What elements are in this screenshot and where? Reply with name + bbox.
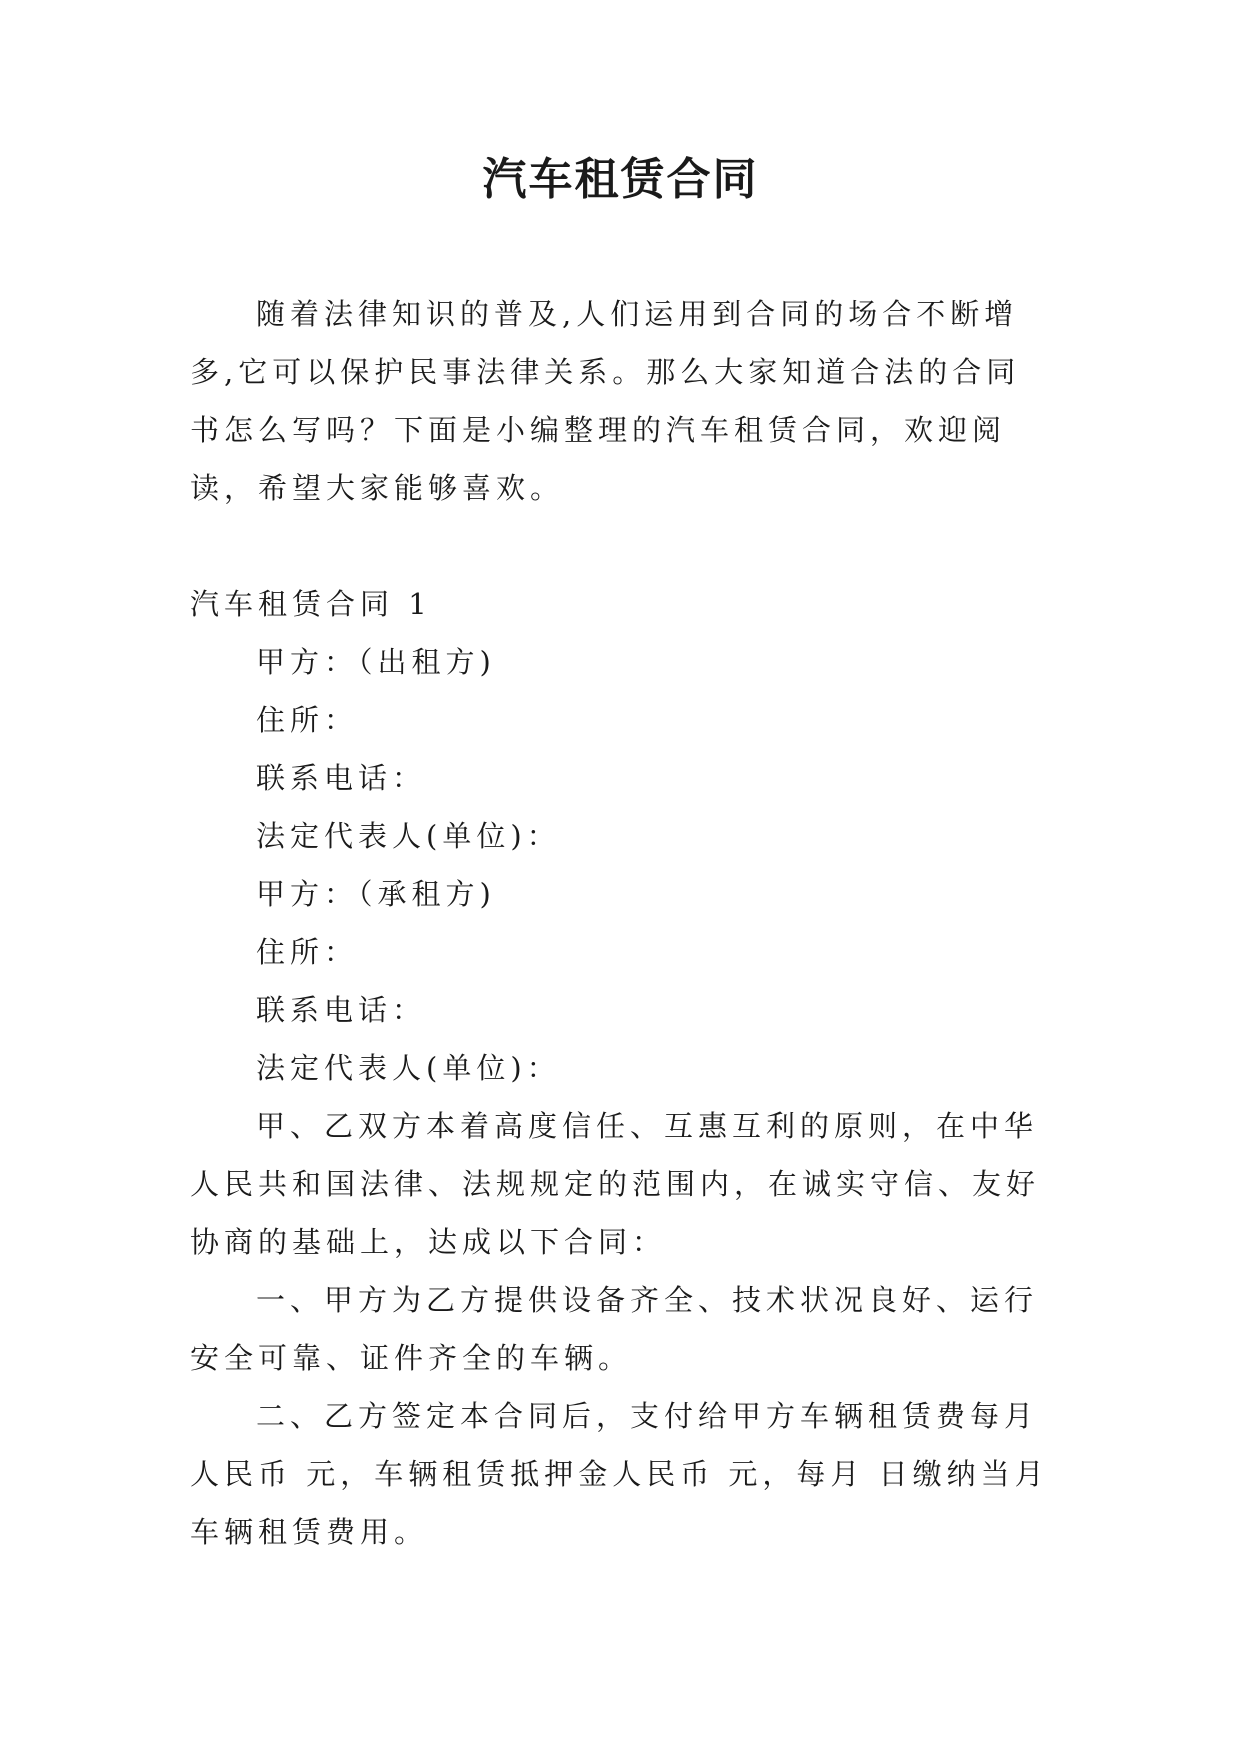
contract-block [190,575,1050,1561]
intro-block [190,285,1050,517]
party-b-representative: 法定代表人(单位)： [256,1051,561,1085]
document-title: 汽车租赁合同 [482,154,759,205]
clause-2-paragraph: 二、乙方签定本合同后，支付给甲方车辆租赁费每月人民币 元，车辆租赁抵押金人民币 元，每月 日缴纳当月车辆租赁费用。 [190,1399,1049,1549]
party-a-address: 住所： [256,703,359,737]
party-b-phone: 联系电话： [256,993,427,1027]
clause-1-paragraph: 一、甲方为乙方提供设备齐全、技术状况良好、运行安全可靠、证件齐全的车辆。 [190,1283,1039,1375]
party-b-address: 住所： [256,935,359,969]
party-b-label: 甲方：（承租方) [256,877,496,911]
preamble-paragraph: 甲、乙双方本着高度信任、互惠互利的原则，在中华人民共和国法律、法规规定的范围内，在诚实守信、友好协商的基础上，达成以下合同： [190,1109,1041,1259]
party-a-phone: 联系电话： [256,761,427,795]
party-a-label: 甲方：（出租方) [256,645,496,679]
intro-paragraph: 随着法律知识的普及,人们运用到合同的场合不断增多,它可以保护民事法律关系。那么大家知道合法的合同书怎么写吗？下面是小编整理的汽车租赁合同，欢迎阅读，希望大家能够喜欢。 [190,297,1021,505]
party-a-representative: 法定代表人(单位)： [256,819,561,853]
section-heading: 汽车租赁合同 1 [190,587,432,621]
